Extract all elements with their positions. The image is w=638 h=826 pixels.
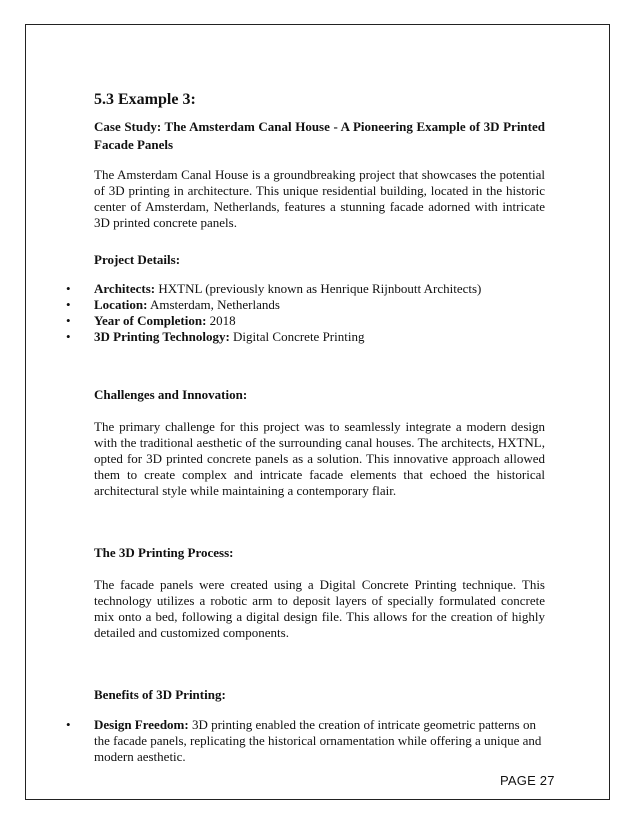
document-body: [94, 90, 545, 765]
project-details-heading: Project Details:: [94, 252, 181, 267]
benefits-heading: Benefits of 3D Printing:: [94, 687, 226, 702]
list-item: [94, 281, 545, 297]
page-number: PAGE 27: [500, 773, 555, 788]
intro-paragraph: The Amsterdam Canal House is a groundbreaking project that showcases the potential of 3D printing in architecture. This unique residential building, located in the historic center of Amsterdam, Netherlands, features a stunning facade adorned with intricate 3D printed concrete panels.: [94, 167, 545, 230]
process-paragraph: The facade panels were created using a Digital Concrete Printing technique. This technology utilizes a robotic arm to deposit layers of specially formulated concrete mix onto a bed, following a digital design file. This allows for the creation of highly detailed and customized components.: [94, 577, 545, 640]
section-heading: 5.3 Example 3:: [94, 91, 196, 108]
process-heading: The 3D Printing Process:: [94, 545, 234, 560]
item-value: Digital Concrete Printing: [229, 329, 365, 344]
list-item: [94, 329, 545, 345]
list-item: [94, 313, 545, 329]
list-item: [94, 717, 545, 765]
item-value: HXTNL (previously known as Henrique Rijnboutt Architects): [155, 281, 482, 296]
project-details-list: [94, 281, 545, 345]
list-item: [94, 297, 545, 313]
item-label: Year of Completion:: [94, 313, 207, 328]
benefits-list: [94, 717, 545, 765]
item-value: 3D printing enabled the creation of intricate geometric patterns on the facade panels, replicating the historical ornamentation while offering a unique and modern aesthetic.: [94, 717, 542, 764]
item-label: Location:: [94, 297, 148, 312]
item-value: 2018: [206, 313, 236, 328]
item-label: Design Freedom:: [94, 717, 189, 732]
item-value: Amsterdam, Netherlands: [147, 297, 280, 312]
challenges-heading: Challenges and Innovation:: [94, 387, 248, 402]
challenges-paragraph: The primary challenge for this project was to seamlessly integrate a modern design with the traditional aesthetic of the surrounding canal houses. The architects, HXTNL, opted for 3D printed concrete panels as a solution. This innovative approach allowed them to create complex and intricate facade elements that echoed the historical architectural style while maintaining a contemporary flair.: [94, 419, 545, 498]
item-label: 3D Printing Technology:: [94, 329, 230, 344]
case-study-title: Case Study: The Amsterdam Canal House - A Pioneering Example of 3D Printed Facade Panels: [94, 119, 545, 152]
item-label: Architects:: [94, 281, 156, 296]
